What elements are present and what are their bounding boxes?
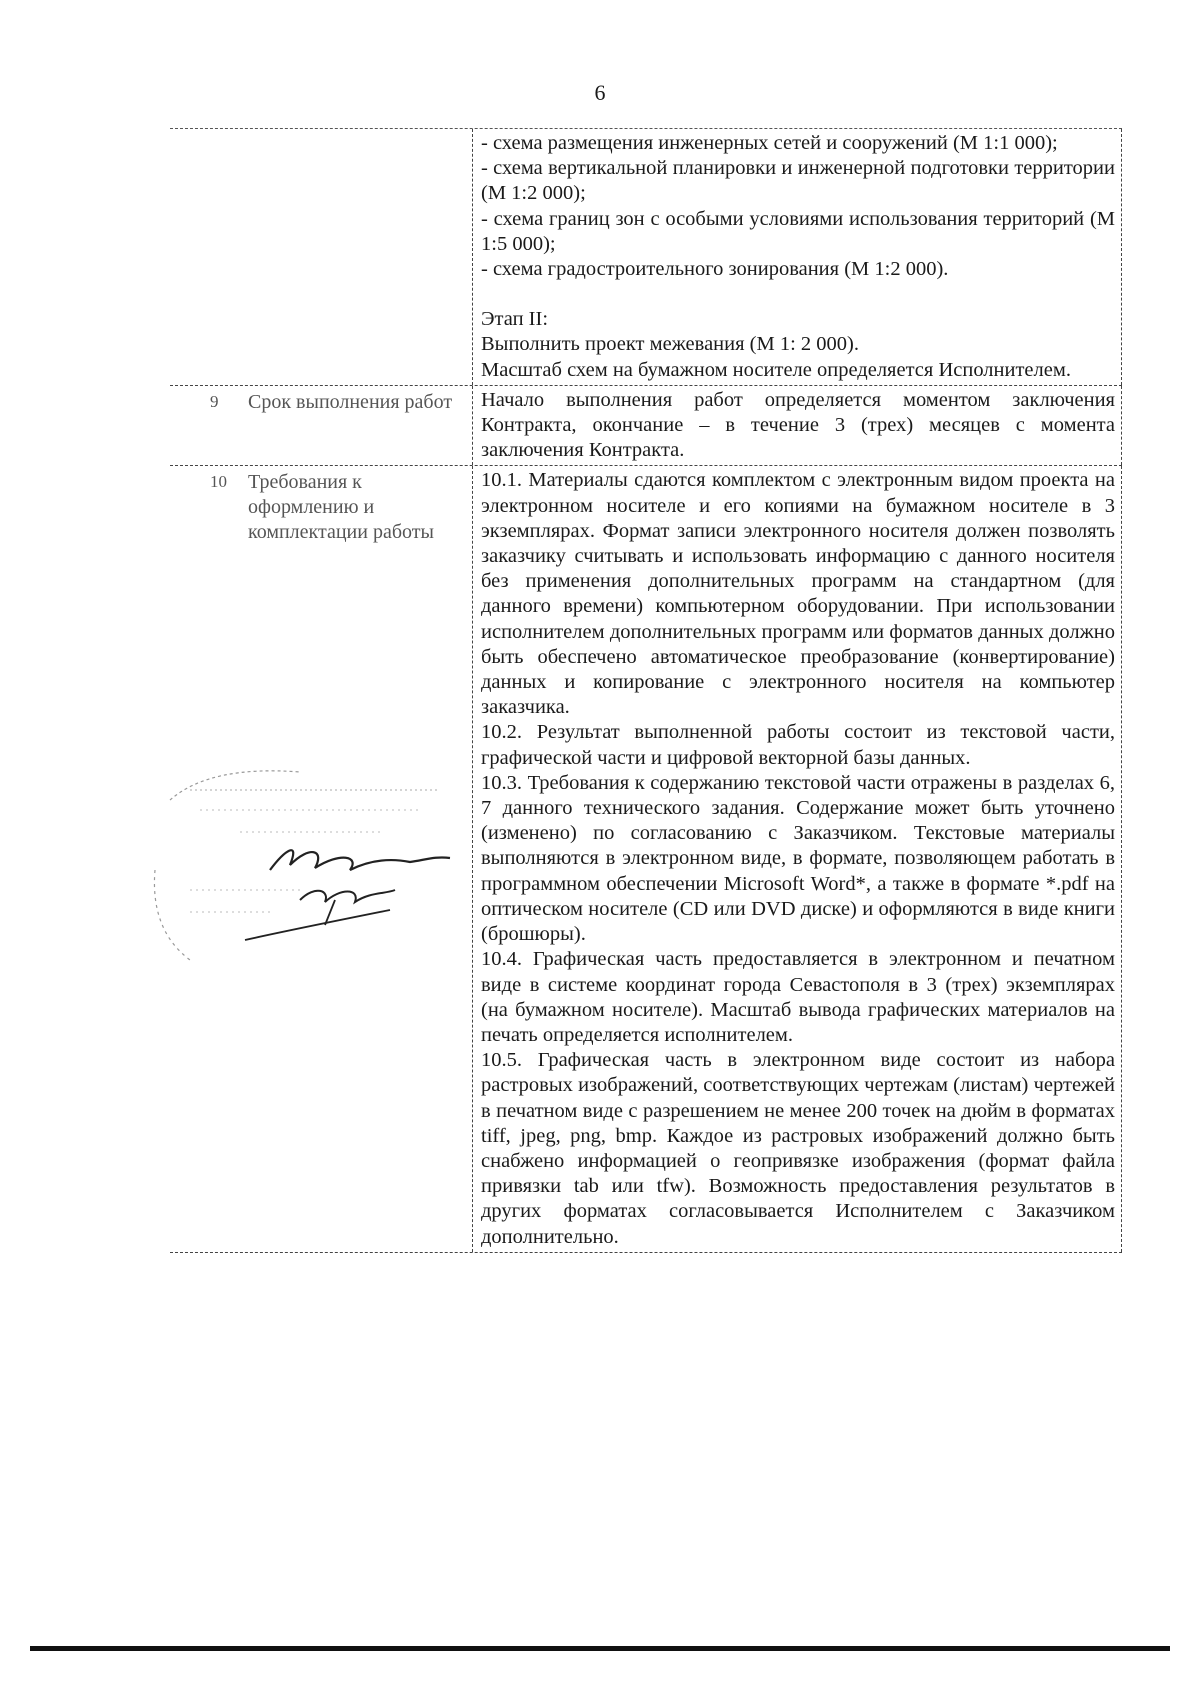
table-bottom-border (170, 1252, 1122, 1253)
page-number: 6 (594, 80, 606, 105)
row-number (170, 129, 240, 385)
row-content (472, 129, 1122, 385)
row-number: 9 (210, 391, 219, 411)
content-paragraph: 10.5. Графическая часть в электронном виде состоит из набора растровых изображений, соответствующих чертежам (листам) чертежей в печатном виде с разрешением не менее 200 точек на дюйм в форматах tiff, jpeg, png, bmp. Каждое из растровых изображений должно быть снабжено информацией о геопривязке изображения (формат файла привязки tab или tfw). Возможность предоставления результатов в других форматах согласовывается Исполнителем с Заказчиком дополнительно. (481, 1049, 1115, 1248)
content-paragraph: - схема вертикальной планировки и инженерной подготовки территории (М 1:2 000); (481, 157, 1115, 205)
content-paragraph: 10.2. Результат выполненной работы состоит из текстовой части, графической части и цифровой векторной базы данных. (481, 721, 1115, 769)
content-paragraph: - схема границ зон с особыми условиями использования территорий (М 1:5 000); (481, 207, 1115, 255)
row-number: 10 (210, 472, 227, 492)
content-paragraph: - схема градостроительного зонирования (М 1:2 000). (481, 258, 949, 281)
content-paragraph: Начало выполнения работ определяется моментом заключения Контракта, окончание – в течение 3 (трех) месяцев с момента заключения Контракта. (481, 388, 1115, 462)
row-label (240, 129, 472, 385)
content-paragraph: Этап II: (481, 308, 549, 331)
content-paragraph: - схема размещения инженерных сетей и сооружений (М 1:1 000); (481, 132, 1058, 154)
content-paragraph: Выполнить проект межевания (М 1: 2 000). (481, 333, 859, 356)
table-row (170, 128, 1122, 385)
row-content (472, 386, 1122, 466)
row-label: Срок выполнения работ (248, 390, 453, 413)
row-content (472, 466, 1122, 1251)
requirements-table (170, 128, 1122, 1253)
page-bottom-rule (30, 1646, 1170, 1651)
content-paragraph: Масштаб схем на бумажном носителе определяется Исполнителем. (481, 358, 1071, 381)
content-paragraph: 10.1. Материалы сдаются комплектом с электронным видом проекта на электронном носителе и его копиями на бумажном носителе в 3 экземплярах. Формат записи электронного носителя должен позволять заказчику считывать и использовать информацию с данного носителя без применения дополнительных программ на стандартном (для данного времени) компьютерном оборудовании. При использовании исполнителем дополнительных программ или форматов данных должно быть обеспечено автоматическое преобразование (конвертирование) данных и копирование с электронного носителя на компьютер заказчика. (481, 469, 1115, 719)
row-label: Требования к оформлению и комплектации работы (248, 471, 434, 544)
paragraph-gap (481, 282, 1115, 307)
content-paragraph: 10.4. Графическая часть предоставляется в электронном и печатном виде в системе координат города Севастополя в 3 (трех) экземплярах (на бумажном носителе). Масштаб вывода графических материалов на печать определяется исполнителем. (481, 948, 1115, 1046)
table-row (170, 385, 1122, 466)
content-paragraph: 10.3. Требования к содержанию текстовой части отражены в разделах 6, 7 данного технического задания. Содержание может быть уточнено (изменено) по согласованию с Заказчиком. Текстовые материалы выполняются в электронном виде, в формате, позволяющем работать в программном обеспечении Microsoft Word*, а также в формате *.pdf на оптическом носителе (CD или DVD диске) и оформляются в виде книги (брошюры). (481, 771, 1115, 946)
stamp-signature-icon (150, 760, 470, 980)
